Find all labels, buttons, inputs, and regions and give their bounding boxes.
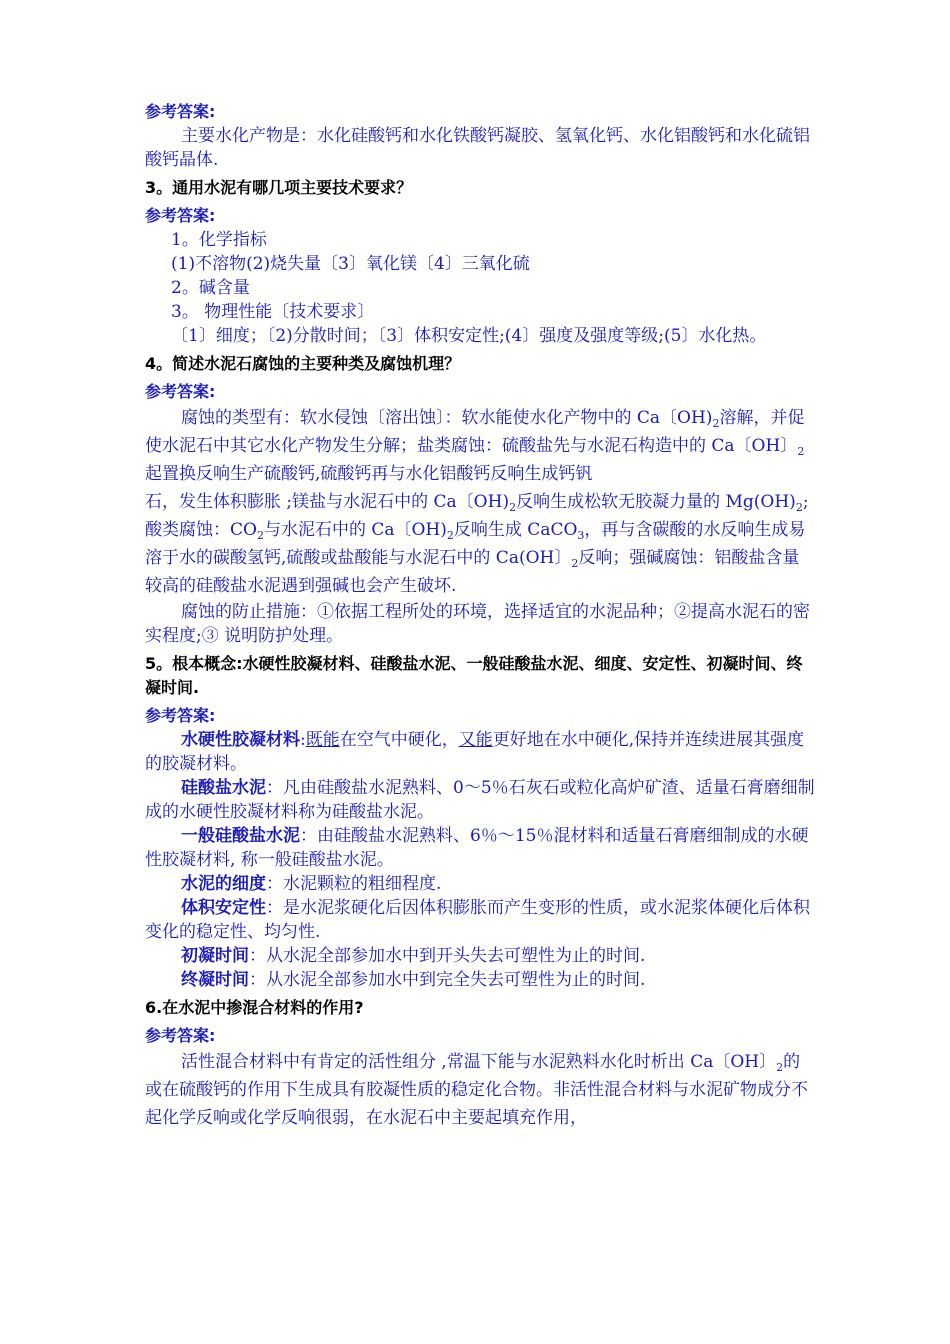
subscript: 2 — [446, 529, 454, 542]
text-run: ：是水泥浆硬化后因体积膨胀而产生变形的性质，或水泥浆体硬化后体积变化的稳定性、均匀性. — [145, 898, 810, 942]
document-page — [145, 100, 815, 1132]
answer-paragraph — [145, 404, 815, 488]
text-run: 石，发生体积膨胀 ;镁盐与水泥石中的 Ca〔OH) — [145, 492, 510, 512]
underlined-text: 又能 — [458, 730, 493, 750]
text-run: 反响；强碱腐蚀：铝酸盐含量较高的硅酸盐水泥遇到强碱也会产生破坏. — [145, 548, 800, 596]
question-4: 4。简述水泥石腐蚀的主要种类及腐蚀机理？ — [145, 354, 461, 373]
subscript: 2 — [797, 445, 805, 458]
definition-paragraph — [145, 944, 815, 968]
subscript: 2 — [712, 417, 720, 430]
question-6: 6.在水泥中掺混合材料的作用? — [145, 998, 364, 1017]
definition-term: 硅酸盐水泥 — [181, 778, 266, 798]
answer-line: 2。碱含量 — [171, 278, 250, 298]
answer-paragraph: 主要水化产物是：水化硅酸钙和水化铁酸钙凝胶、氢氧化钙、水化铝酸钙和水化硫铝酸钙晶体. — [145, 126, 810, 170]
text-run: ：从水泥全部参加水中到开头失去可塑性为止的时间. — [249, 946, 646, 966]
text-run: ：从水泥全部参加水中到完全失去可塑性为止的时间. — [249, 970, 646, 990]
underlined-text: 既能 — [305, 730, 340, 750]
definition-term: 终凝时间 — [181, 970, 249, 990]
answer-line: 3。 物理性能〔技术要求〕 — [171, 302, 375, 322]
definition-term: 初凝时间 — [181, 946, 249, 966]
text-run: 活性混合材料中有肯定的活性组分 ,常温下能与水泥熟料水化时析出 Ca〔OH〕 — [181, 1052, 777, 1072]
question-5: 5。根本概念:水硬性胶凝材料、硅酸盐水泥、一般硅酸盐水泥、细度、安定性、初凝时间、终凝时间. — [145, 654, 803, 697]
answer-line: 〔1〕细度；〔2)分散时间；〔3〕体积安定性;(4〕强度及强度等级;(5〕水化热。 — [171, 326, 767, 346]
text-run: 反响生成 CaCO — [453, 520, 578, 540]
definition-term: 体积安定性 — [181, 898, 266, 918]
answer-label: 参考答案: — [145, 1026, 216, 1045]
definition-paragraph — [145, 872, 815, 896]
subscript: 2 — [795, 501, 803, 514]
definition-paragraph — [145, 824, 815, 872]
text-run: 溶解，并促使水泥石中其它水化产物发生分解；盐类腐蚀：硫酸盐先与水泥石构造中的 Ca〔OH〕 — [145, 408, 805, 456]
text-run: ：由硅酸盐水泥熟料、6％～15％混材料和适量石膏磨细制成的水硬性胶凝材料, 称一般硅酸盐水泥。 — [145, 826, 809, 870]
definition-paragraph — [145, 728, 815, 776]
subscript: 3 — [577, 529, 585, 542]
definition-paragraph — [145, 896, 815, 944]
answer-paragraph — [145, 488, 815, 600]
question-3: 3。通用水泥有哪几项主要技术要求？ — [145, 178, 413, 197]
definition-paragraph — [145, 968, 815, 992]
text-run: : — [300, 730, 306, 750]
answer-line: 1。化学指标 — [171, 230, 267, 250]
text-run: 在空气中硬化， — [339, 730, 459, 750]
answer-line: (1)不溶物(2)烧失量〔3〕氧化镁〔4〕三氧化硫 — [171, 254, 530, 274]
text-run: ;酸类腐蚀：CO — [145, 492, 809, 540]
definition-term: 水硬性胶凝材料 — [181, 730, 300, 750]
answer-paragraph — [145, 1048, 815, 1132]
text-run: 更好地在水中硬化,保持并连续进展其强度的胶凝材料。 — [145, 730, 805, 774]
text-run: 腐蚀的类型有：软水侵蚀〔溶出蚀〕：软水能使水化产物中的 Ca〔OH) — [181, 408, 713, 428]
subscript: 2 — [571, 557, 579, 570]
answer-paragraph: 腐蚀的防止措施：①依据工程所处的环境，选择适宜的水泥品种；②提高水泥石的密实程度;③ 说明防护处理。 — [145, 602, 810, 646]
answer-label: 参考答案: — [145, 102, 216, 121]
definition-term: 一般硅酸盐水泥 — [181, 826, 300, 846]
text-run: ：水泥颗粒的粗细程度. — [266, 874, 442, 894]
definition-term: 水泥的细度 — [181, 874, 266, 894]
text-run: 反响生成松软无胶凝力量的 Mg(OH) — [516, 492, 796, 512]
subscript: 2 — [509, 501, 517, 514]
answer-label: 参考答案: — [145, 382, 216, 401]
subscript: 2 — [776, 1061, 784, 1074]
text-run: 的或在硫酸钙的作用下生成具有胶凝性质的稳定化合物。非活性混合材料与水泥矿物成分不起化学反响或化学反响很弱，在水泥石中主要起填充作用， — [145, 1052, 808, 1128]
answer-label: 参考答案: — [145, 206, 216, 225]
text-run: 起置换反响生产硫酸钙,硫酸钙再与水化铝酸钙反响生成钙钒 — [145, 464, 593, 484]
text-run: ，再与含碳酸的水反响生成易溶于水的碳酸氢钙,硫酸或盐酸能与水泥石中的 Ca(OH〕 — [145, 520, 806, 568]
text-run: ：凡由硅酸盐水泥熟料、0～5％石灰石或粒化高炉矿渣、适量石膏磨细制成的水硬性胶凝材料称为硅酸盐水泥。 — [145, 778, 815, 822]
text-run: 与水泥石中的 Ca〔OH) — [263, 520, 447, 540]
answer-label: 参考答案: — [145, 706, 216, 725]
definition-paragraph — [145, 776, 815, 824]
subscript: 2 — [256, 529, 264, 542]
